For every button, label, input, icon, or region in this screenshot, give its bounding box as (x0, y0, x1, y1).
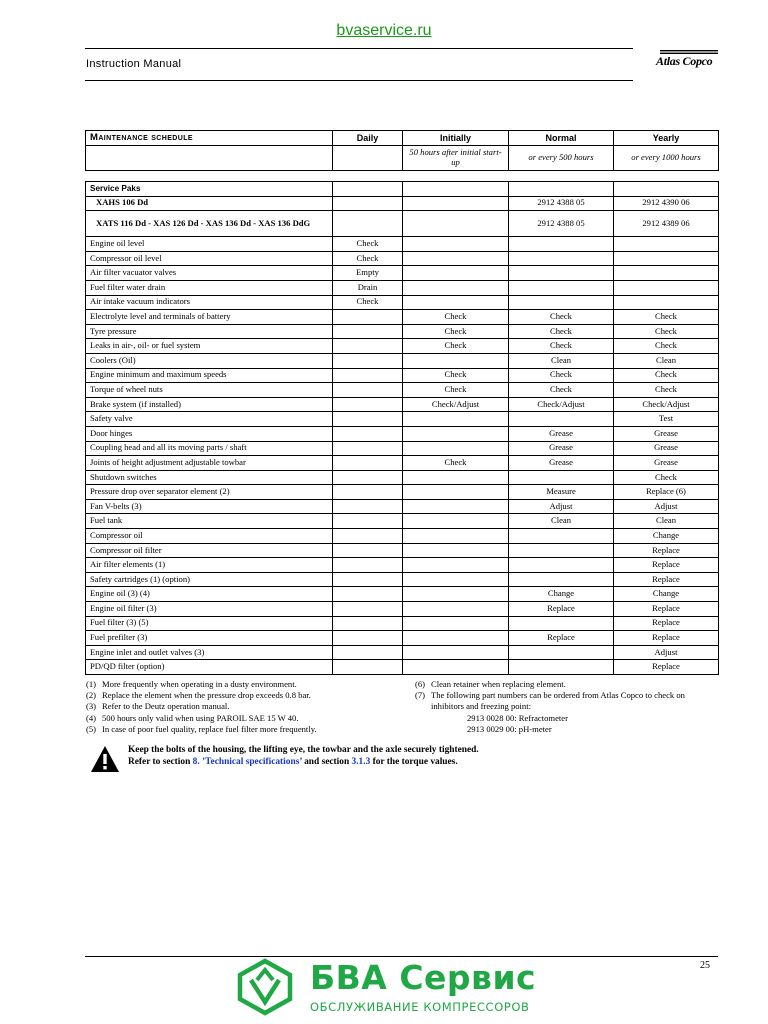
cell-yearly: Replace (614, 616, 719, 631)
footer-brand: БВА Сервис (310, 958, 537, 997)
cell-normal: Replace (509, 631, 614, 646)
cell-initially: Check (403, 324, 509, 339)
schedule-item: Engine oil level (86, 237, 333, 252)
cell-initially (403, 237, 509, 252)
table-row (86, 397, 719, 412)
cell-initially (403, 485, 509, 500)
footnotes-left (86, 679, 406, 735)
cell-daily (333, 383, 403, 398)
cell-daily (333, 339, 403, 354)
pak-normal: 2912 4388 05 (509, 196, 614, 211)
schedule-item: Torque of wheel nuts (86, 383, 333, 398)
schedule-table (85, 181, 719, 675)
cell-initially: Check (403, 310, 509, 325)
schedule-item: Fuel prefilter (3) (86, 631, 333, 646)
footnote-number: (5) (86, 723, 97, 734)
cell-yearly: Clean (614, 514, 719, 529)
schedule-item: Pressure drop over separator element (2) (86, 485, 333, 500)
table-row (86, 499, 719, 514)
cell-yearly: Replace (6) (614, 485, 719, 500)
table-row (86, 353, 719, 368)
footnote (86, 690, 406, 701)
footnote-number: (1) (86, 679, 97, 689)
cell-yearly: Replace (614, 543, 719, 558)
cell-yearly: Adjust (614, 645, 719, 660)
table-row (86, 324, 719, 339)
table-cell (333, 182, 403, 197)
footnote-text: In case of poor fuel quality, replace fuel filter more frequently. (102, 723, 317, 734)
cell-initially: Check (403, 456, 509, 471)
cell-daily: Check (333, 295, 403, 310)
cell-initially: Check/Adjust (403, 397, 509, 412)
warning-icon (90, 745, 120, 773)
cell-daily (333, 368, 403, 383)
cell-normal (509, 470, 614, 485)
sub-daily (333, 146, 403, 171)
pak-model: XAHS 106 Dd (86, 196, 333, 211)
pak-model: XATS 116 Dd - XAS 126 Dd - XAS 136 Dd - XAS 136 DdG (86, 211, 333, 237)
section-8-link[interactable]: 8. ’Technical specifications’ (192, 757, 302, 768)
footnote-text: 500 hours only valid when using PAROIL SAE 15 W 40. (102, 712, 299, 723)
cell-initially (403, 572, 509, 587)
cell-normal (509, 266, 614, 281)
cell-initially: Check (403, 339, 509, 354)
cell-normal (509, 295, 614, 310)
cell-yearly (614, 266, 719, 281)
header-rule-top (85, 48, 633, 49)
table-row (86, 660, 719, 675)
cell-daily (333, 631, 403, 646)
cell-yearly: Adjust (614, 499, 719, 514)
cell-daily (333, 441, 403, 456)
schedule-item: Air intake vacuum indicators (86, 295, 333, 310)
cell-normal: Grease (509, 426, 614, 441)
footnote-number: (6) (415, 679, 426, 689)
cell-daily (333, 412, 403, 427)
cell-yearly: Replace (614, 602, 719, 617)
warning-line-1: Keep the bolts of the housing, the lifting eye, the towbar and the axle securely tightened. (128, 745, 479, 755)
warning-text-part: Refer to section (128, 757, 193, 768)
cell-initially (403, 470, 509, 485)
cell-normal: Measure (509, 485, 614, 500)
schedule-item: Tyre pressure (86, 324, 333, 339)
schedule-item: Coolers (Oil) (86, 353, 333, 368)
cell-yearly: Replace (614, 660, 719, 675)
cell-normal (509, 616, 614, 631)
footnote-number: (3) (86, 701, 97, 712)
table-row (86, 383, 719, 398)
cell-normal: Clean (509, 353, 614, 368)
cell-normal: Check (509, 383, 614, 398)
schedule-item: Engine minimum and maximum speeds (86, 368, 333, 383)
table-row (86, 558, 719, 573)
cell-daily: Check (333, 237, 403, 252)
schedule-item: Safety valve (86, 412, 333, 427)
table-row (86, 470, 719, 485)
cell-yearly (614, 237, 719, 252)
pak-normal: 2912 4388 05 (509, 211, 614, 237)
part-number: 2913 0028 00: Refractometer (467, 712, 568, 723)
cell-normal: Replace (509, 602, 614, 617)
cell-normal (509, 280, 614, 295)
schedule-title: Maintenance schedule (86, 131, 333, 146)
cell-yearly: Grease (614, 426, 719, 441)
schedule-item: Engine inlet and outlet valves (3) (86, 645, 333, 660)
header-row (86, 131, 719, 146)
cell-daily (333, 485, 403, 500)
cell-normal: Clean (509, 514, 614, 529)
site-link[interactable]: bvaservice.ru (336, 22, 432, 39)
schedule-item: Safety cartridges (1) (option) (86, 572, 333, 587)
cell-normal (509, 251, 614, 266)
pak-yearly: 2912 4390 06 (614, 196, 719, 211)
schedule-header-table (85, 130, 719, 171)
cell-daily (333, 470, 403, 485)
cell-yearly: Check (614, 383, 719, 398)
cell-initially (403, 660, 509, 675)
cell-yearly: Grease (614, 441, 719, 456)
schedule-item: Brake system (if installed) (86, 397, 333, 412)
cell-normal: Check (509, 324, 614, 339)
cell-yearly: Check (614, 324, 719, 339)
service-paks-row (86, 182, 719, 197)
schedule-item: Joints of height adjustment adjustable towbar (86, 456, 333, 471)
footnote-text: More frequently when operating in a dusty environment. (102, 679, 297, 689)
table-cell (333, 196, 403, 211)
warning-text-part: and section (301, 757, 352, 768)
table-cell (403, 196, 509, 211)
warning-line-2 (128, 756, 479, 768)
cell-normal: Check/Adjust (509, 397, 614, 412)
schedule-item: Door hinges (86, 426, 333, 441)
schedule-item: Air filter vacuator valves (86, 266, 333, 281)
cell-yearly: Change (614, 587, 719, 602)
footnote-text: The following part numbers can be ordered from Atlas Copco to check on inhibitors and freezing point: (431, 690, 685, 712)
service-paks-label: Service Paks (86, 182, 333, 197)
pak-row (86, 196, 719, 211)
cell-initially (403, 514, 509, 529)
table-row (86, 631, 719, 646)
warning-text (128, 744, 479, 768)
sub-normal: or every 500 hours (509, 146, 614, 171)
bva-logo-icon (235, 958, 295, 1016)
cell-normal: Adjust (509, 499, 614, 514)
cell-normal (509, 412, 614, 427)
cell-initially (403, 426, 509, 441)
cell-normal: Check (509, 339, 614, 354)
table-row (86, 529, 719, 544)
cell-daily (333, 587, 403, 602)
table-row (86, 572, 719, 587)
cell-yearly (614, 280, 719, 295)
cell-normal (509, 558, 614, 573)
footnote-number: (7) (415, 690, 426, 701)
footnotes-right (415, 679, 715, 735)
footnote (86, 701, 406, 712)
cell-normal (509, 572, 614, 587)
cell-yearly: Test (614, 412, 719, 427)
section-3-1-3-link[interactable]: 3.1.3 (351, 757, 371, 768)
table-row (86, 295, 719, 310)
footnote-text: Refer to the Deutz operation manual. (102, 701, 230, 712)
cell-initially (403, 543, 509, 558)
cell-initially (403, 295, 509, 310)
cell-daily: Drain (333, 280, 403, 295)
cell-daily: Check (333, 251, 403, 266)
cell-initially (403, 645, 509, 660)
cell-yearly: Check (614, 368, 719, 383)
cell-normal (509, 543, 614, 558)
footnote-number: (2) (86, 690, 97, 701)
table-row (86, 237, 719, 252)
cell-initially (403, 587, 509, 602)
sub-initially: 50 hours after initial start-up (403, 146, 509, 171)
table-row (86, 441, 719, 456)
cell-normal: Check (509, 310, 614, 325)
part-number: 2913 0029 00: pH-meter (467, 723, 552, 734)
footer-subtitle: ОБСЛУЖИВАНИЕ КОМПРЕССОРОВ (310, 1000, 530, 1014)
cell-yearly: Clean (614, 353, 719, 368)
table-row (86, 280, 719, 295)
table-row (86, 339, 719, 354)
footnote (86, 679, 406, 690)
cell-normal: Grease (509, 456, 614, 471)
schedule-item: Coupling head and all its moving parts / shaft (86, 441, 333, 456)
cell-daily (333, 499, 403, 514)
table-row (86, 426, 719, 441)
footnote (415, 690, 715, 712)
schedule-item: PD/QD filter (option) (86, 660, 333, 675)
table-row (86, 251, 719, 266)
footnote (86, 713, 406, 724)
table-cell (509, 182, 614, 197)
schedule-item: Fuel filter water drain (86, 280, 333, 295)
brand-logo: Atlas Copco (656, 54, 713, 68)
cell-daily (333, 310, 403, 325)
cell-yearly: Check (614, 339, 719, 354)
pak-row (86, 211, 719, 237)
cell-daily: Empty (333, 266, 403, 281)
cell-initially (403, 499, 509, 514)
cell-initially (403, 441, 509, 456)
cell-initially: Check (403, 368, 509, 383)
cell-initially: Check (403, 383, 509, 398)
schedule-item: Fuel tank (86, 514, 333, 529)
table-row (86, 543, 719, 558)
table-cell (333, 211, 403, 237)
schedule-item: Fan V-belts (3) (86, 499, 333, 514)
table-row (86, 266, 719, 281)
cell-daily (333, 572, 403, 587)
col-normal: Normal (509, 131, 614, 146)
col-yearly: Yearly (614, 131, 719, 146)
cell-daily (333, 426, 403, 441)
header-title: Instruction Manual (86, 58, 182, 70)
table-cell (403, 182, 509, 197)
schedule-item: Shutdown switches (86, 470, 333, 485)
col-initially: Initially (403, 131, 509, 146)
cell-normal (509, 645, 614, 660)
subheader-empty (86, 146, 333, 171)
footnote-text: Replace the element when the pressure drop exceeds 0.8 bar. (102, 690, 311, 701)
schedule-item: Leaks in air-, oil- or fuel system (86, 339, 333, 354)
cell-initially (403, 558, 509, 573)
header-rule-bottom (85, 80, 633, 81)
cell-yearly (614, 295, 719, 310)
cell-normal: Grease (509, 441, 614, 456)
cell-normal: Change (509, 587, 614, 602)
pak-yearly: 2912 4389 06 (614, 211, 719, 237)
cell-daily (333, 660, 403, 675)
cell-normal (509, 237, 614, 252)
cell-initially (403, 251, 509, 266)
cell-daily (333, 456, 403, 471)
cell-yearly: Check (614, 310, 719, 325)
cell-yearly: Replace (614, 631, 719, 646)
cell-daily (333, 602, 403, 617)
table-cell (403, 211, 509, 237)
schedule-item: Electrolyte level and terminals of battery (86, 310, 333, 325)
cell-initially (403, 353, 509, 368)
table-row (86, 456, 719, 471)
table-row (86, 616, 719, 631)
cell-yearly: Replace (614, 572, 719, 587)
footnote-number: (4) (86, 712, 97, 723)
table-row (86, 310, 719, 325)
schedule-item: Air filter elements (1) (86, 558, 333, 573)
cell-daily (333, 543, 403, 558)
cell-initially (403, 412, 509, 427)
footnote (415, 679, 715, 690)
cell-yearly: Grease (614, 456, 719, 471)
cell-daily (333, 616, 403, 631)
schedule-item: Compressor oil filter (86, 543, 333, 558)
cell-initially (403, 616, 509, 631)
schedule-item: Engine oil filter (3) (86, 602, 333, 617)
cell-yearly: Check (614, 470, 719, 485)
table-row (86, 602, 719, 617)
cell-daily (333, 558, 403, 573)
warning-text-part: for the torque values. (370, 757, 458, 768)
cell-initially (403, 529, 509, 544)
cell-initially (403, 631, 509, 646)
cell-yearly: Check/Adjust (614, 397, 719, 412)
cell-daily (333, 353, 403, 368)
subheader-row (86, 146, 719, 171)
schedule-item: Compressor oil level (86, 251, 333, 266)
cell-initially (403, 266, 509, 281)
table-row (86, 645, 719, 660)
schedule-item: Engine oil (3) (4) (86, 587, 333, 602)
table-row (86, 514, 719, 529)
table-row (86, 412, 719, 427)
cell-yearly: Change (614, 529, 719, 544)
page-number: 25 (700, 960, 710, 971)
cell-normal (509, 529, 614, 544)
table-row (86, 485, 719, 500)
cell-normal (509, 660, 614, 675)
cell-daily (333, 645, 403, 660)
cell-yearly: Replace (614, 558, 719, 573)
cell-daily (333, 397, 403, 412)
footnote (86, 724, 406, 735)
cell-initially (403, 280, 509, 295)
sub-yearly: or every 1000 hours (614, 146, 719, 171)
cell-daily (333, 529, 403, 544)
footnote-text: Clean retainer when replacing element. (431, 679, 566, 689)
cell-daily (333, 324, 403, 339)
schedule-item: Compressor oil (86, 529, 333, 544)
cell-normal: Check (509, 368, 614, 383)
cell-daily (333, 514, 403, 529)
table-cell (614, 182, 719, 197)
table-row (86, 587, 719, 602)
cell-yearly (614, 251, 719, 266)
col-daily: Daily (333, 131, 403, 146)
table-row (86, 368, 719, 383)
footer-rule (85, 956, 718, 957)
cell-initially (403, 602, 509, 617)
schedule-item: Fuel filter (3) (5) (86, 616, 333, 631)
